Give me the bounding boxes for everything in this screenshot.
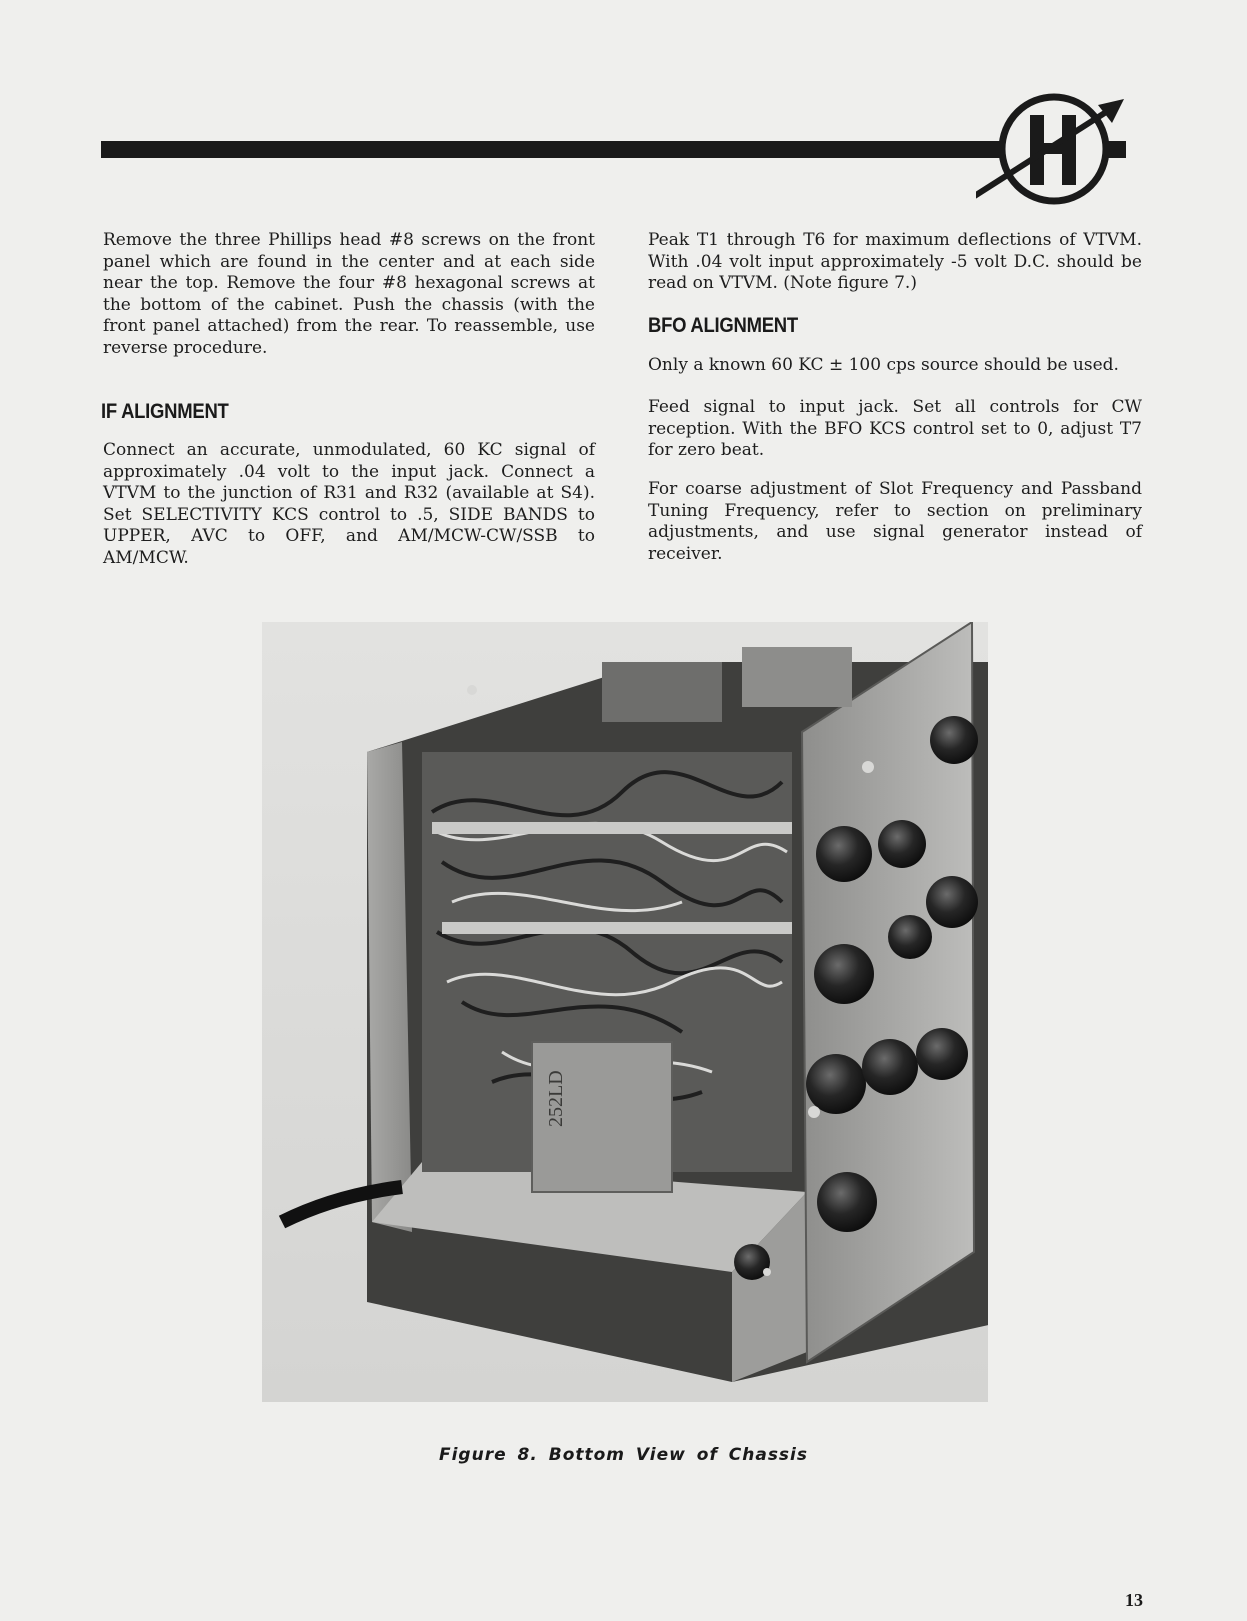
coarse-adjustment-paragraph: For coarse adjustment of Slot Frequency and Passband Tuning Frequency, refer to section on preliminary adjustments, and use signal generator instead of receiver.: [648, 479, 1142, 564]
bfo-feed-paragraph: Feed signal to input jack. Set all controls for CW reception. With the BFO KCS control set to 0, adjust T7 for zero beat.: [648, 397, 1142, 461]
chassis-illustration: [262, 622, 988, 1402]
chassis-photo: [262, 622, 988, 1402]
peak-paragraph: Peak T1 through T6 for maximum deflections of VTVM. With .04 volt input approximately -5 volt D.C. should be read on VTVM. (Note figure 7.): [648, 230, 1142, 294]
company-logo-icon: [976, 89, 1146, 219]
figure-caption: Figure 8. Bottom View of Chassis: [438, 1445, 808, 1465]
intro-paragraph: Remove the three Phillips head #8 screws on the front panel which are found in the center and at each side near the top. Remove the four #8 hexagonal screws at the bottom of the cabinet. Push the chassis (with the front panel attached) from the rear. To reassemble, use reverse procedure.: [103, 230, 595, 358]
page-number: 13: [1125, 1590, 1143, 1610]
transformer-marking: 252LD: [545, 1070, 567, 1127]
bfo-source-paragraph: Only a known 60 KC ± 100 cps source should be used.: [648, 355, 1119, 375]
bfo-alignment-heading: BFO ALIGNMENT: [648, 314, 798, 337]
header-rule: [101, 141, 991, 158]
if-alignment-paragraph: Connect an accurate, unmodulated, 60 KC signal of approximately .04 volt to the input jack. Connect a VTVM to the junction of R31 and R32 (available at S4). Set SELECTIVITY KCS control to .5, SIDE BANDS to UPPER, AVC to OFF, and AM/MCW-CW/SSB to AM/MCW.: [103, 440, 595, 568]
if-alignment-heading: IF ALIGNMENT: [101, 400, 229, 423]
